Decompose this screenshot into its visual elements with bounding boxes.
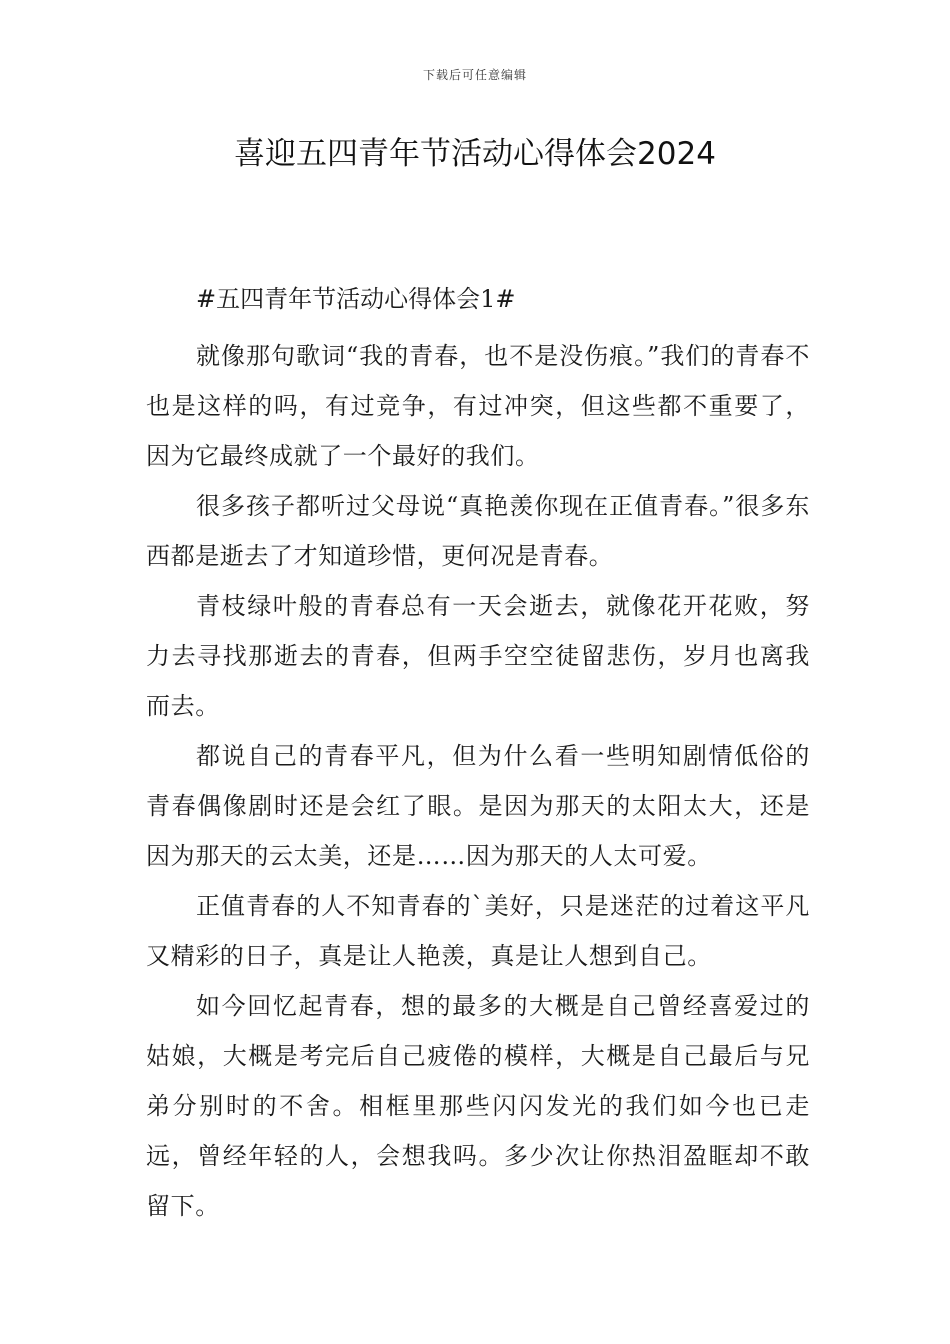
document-body <box>146 281 810 1231</box>
paragraph-5: 正值青春的人不知青春的`美好，只是迷茫的过着这平凡又精彩的日子，真是让人艳羡，真是让人想到自己。 <box>146 892 810 970</box>
paragraph-3: 青枝绿叶般的青春总有一天会逝去，就像花开花败，努力去寻找那逝去的青春，但两手空空徒留悲伤，岁月也离我而去。 <box>146 592 810 720</box>
paragraph-4: 都说自己的青春平凡，但为什么看一些明知剧情低俗的青春偶像剧时还是会红了眼。是因为那天的太阳太大，还是因为那天的云太美，还是……因为那天的人太可爱。 <box>146 742 810 870</box>
document-title: 喜迎五四青年节活动心得体会2024 <box>234 136 716 172</box>
paragraph-6: 如今回忆起青春，想的最多的大概是自己曾经喜爱过的姑娘，大概是考完后自己疲倦的模样，大概是自己最后与兄弟分别时的不舍。相框里那些闪闪发光的我们如今也已走远，曾经年轻的人，会想我吗。多少次让你热泪盈眶却不敢留下。 <box>146 992 810 1220</box>
section-heading: #五四青年节活动心得体会1# <box>196 285 516 313</box>
header-note: 下载后可任意编辑 <box>422 68 527 82</box>
paragraph-1: 就像那句歌词“我的青春，也不是没伤痕。”我们的青春不也是这样的吗，有过竞争，有过冲突，但这些都不重要了，因为它最终成就了一个最好的我们。 <box>146 342 810 470</box>
paragraph-2: 很多孩子都听过父母说“真艳羡你现在正值青春。”很多东西都是逝去了才知道珍惜，更何况是青春。 <box>146 492 810 570</box>
